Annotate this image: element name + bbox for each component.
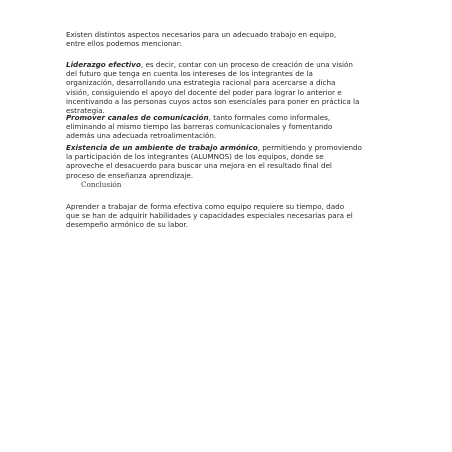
communication-body: , tanto formales como informales, eliminando al mismo tiempo las barreras comunicacionales y fomentando además una adecuada retroalimentación. — [66, 113, 333, 141]
environment-body: , permitiendo y promoviendo la participación de los integrantes (ALUMNOS) de los equipos, donde se aproveche el desacuerdo para buscar una mejora en el resultado final del proceso de enseñanza aprendizaje. — [66, 143, 362, 180]
communication-lead: Promover canales de comunicación — [66, 113, 209, 122]
environment-paragraph — [66, 143, 392, 180]
conclusion-paragraph: Aprender a trabajar de forma efectiva como equipo requiere su tiempo, dado que se han de adquirir habilidades y capacidades especiales necesarias para el desempeño armónico de su labor. — [66, 202, 353, 230]
leadership-paragraph — [66, 60, 392, 115]
communication-paragraph — [66, 113, 392, 141]
environment-lead: Existencia de un ambiente de trabajo armónico — [66, 143, 258, 152]
leadership-lead: Liderazgo efectivo — [66, 60, 141, 69]
intro-paragraph: Existen distintos aspectos necesarios para un adecuado trabajo en equipo, entre ellos podemos mencionar: — [66, 30, 337, 49]
leadership-body: , es decir, contar con un proceso de creación de una visión del futuro que tenga en cuenta los intereses de los integrantes de la organización, desarrollando una estrategia racional para acercarse a dicha visión, consiguiendo el apoyo del docente del poder para lograr lo anterior e incentivando a las personas cuyos actos son esenciales para poner en práctica la estrategia. — [66, 60, 360, 116]
conclusion-heading: Conclusión — [81, 180, 122, 189]
